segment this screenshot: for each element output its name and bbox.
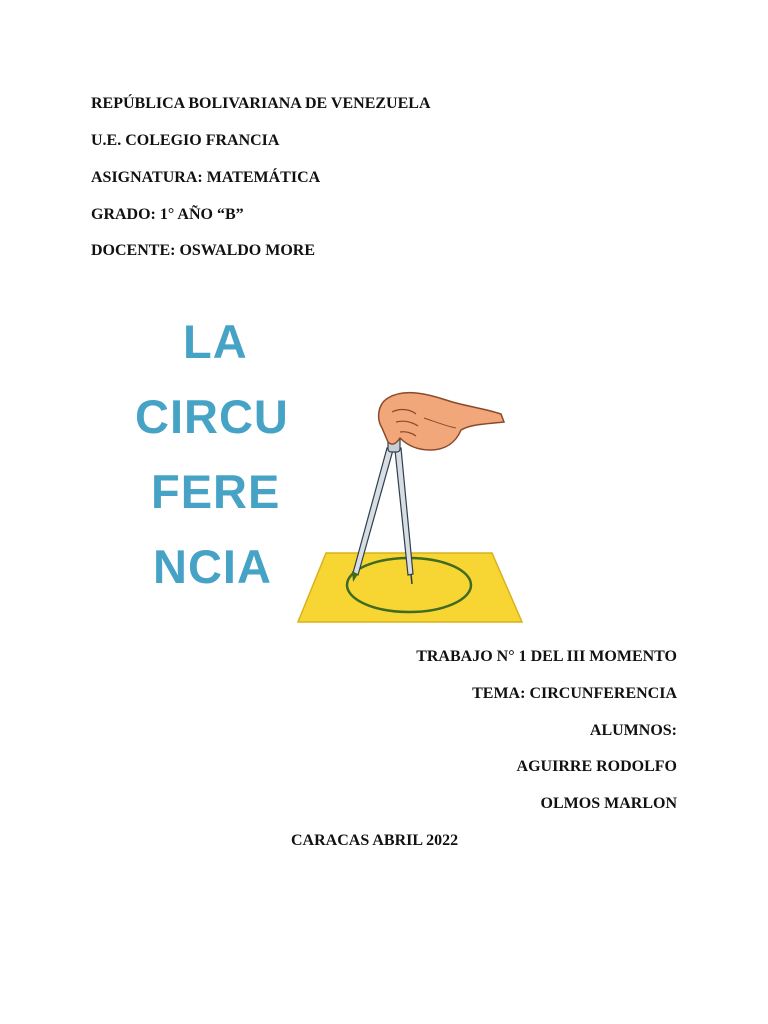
title-line-4: NCIA [153, 540, 272, 593]
needle-tip [411, 574, 412, 584]
assignment-line: TRABAJO N° 1 DEL III MOMENTO [416, 648, 677, 665]
student-name: AGUIRRE RODOLFO [516, 758, 677, 775]
teacher-line: DOCENTE: OSWALDO MORE [91, 242, 316, 259]
grade-line: GRADO: 1° AÑO “B” [91, 206, 244, 223]
compass-drawing-circle-icon [296, 378, 526, 626]
title-line-3: FERE [151, 465, 281, 518]
place-date-line: CARACAS ABRIL 2022 [291, 832, 459, 849]
topic-line: TEMA: CIRCUNFERENCIA [472, 685, 677, 702]
students-label: ALUMNOS: [589, 722, 677, 739]
country-line: REPÚBLICA BOLIVARIANA DE VENEZUELA [91, 95, 431, 112]
title-line-1: LA [183, 315, 248, 368]
school-line: U.E. COLEGIO FRANCIA [91, 132, 280, 149]
title-line-2: CIRCU [135, 390, 289, 443]
student-name: OLMOS MARLON [540, 795, 677, 812]
subject-line: ASIGNATURA: MATEMÁTICA [91, 169, 321, 186]
